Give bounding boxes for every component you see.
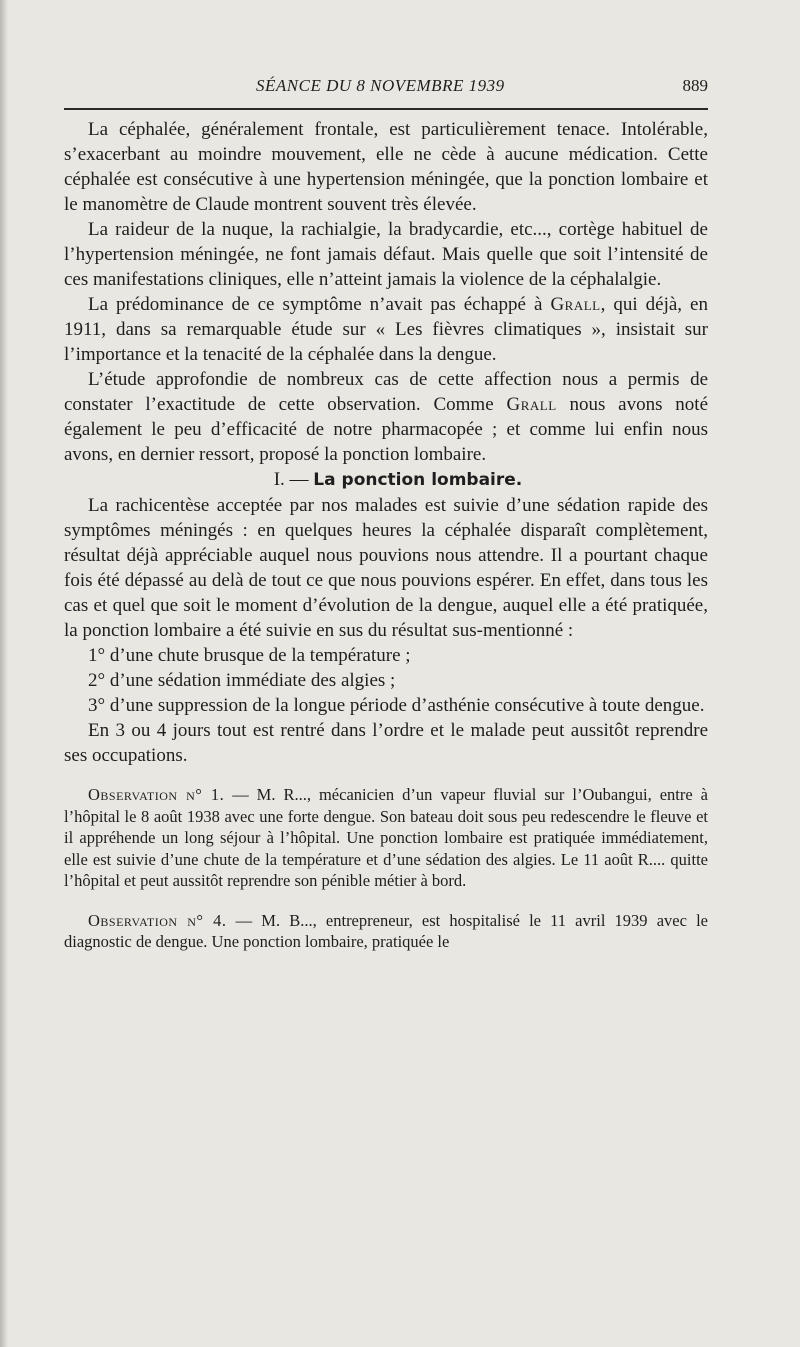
paragraph: La rachicentèse acceptée par nos malades est suivie d’une sédation rapide des symptômes méningés : en quelques heures la céphalée disparaît complètement, résultat déjà appréciable auquel nous pouvions nous attendre. Il a pourtant chaque fois été dépassé au delà de tout ce que nous pouvions espérer. En effet, dans tous les cas et quel que soit le moment d’évolution de la dengue, auquel elle a été pratiquée, la ponction lombaire a été suivie en sus du résultat sus-mentionné : <box>64 495 708 641</box>
author-name: Grall <box>550 294 601 315</box>
author-name: Grall <box>506 394 557 415</box>
running-head: SÉANCE DU 8 NOVEMBRE 1939 <box>256 76 505 95</box>
observation <box>64 784 708 892</box>
paragraph <box>64 367 708 467</box>
observation-label: Observation n° 1. <box>88 785 225 804</box>
page-header <box>64 76 708 104</box>
section-number: I. — <box>273 469 314 490</box>
text-run: , qui déjà, en 1911, dans sa remarquable étude sur « Les fièvres climatiques », insistait sur l’importance et la tenacité de la céphalée dans la dengue. <box>64 294 708 365</box>
paragraph: La raideur de la nuque, la rachialgie, la bradycardie, etc..., cortège habituel de l’hypertension méningée, ne font jamais défaut. Mais quelle que soit l’intensité de ces manifestations cliniques, elle n’atteint jamais la violence de la céphalalgie. <box>64 219 708 290</box>
list-item: 3° d’une suppression de la longue période d’asthénie consécutive à toute dengue. <box>88 695 705 716</box>
text-run: La prédominance de ce symptôme n’avait pas échappé à <box>88 294 551 315</box>
observation-label: Observation n° 4. <box>88 910 227 930</box>
page-edge-shadow <box>0 0 8 1347</box>
section-heading <box>64 467 708 493</box>
paragraph: La céphalée, généralement frontale, est particulièrement tenace. Intolérable, s’exacerbant au moindre mouvement, elle ne cède à aucune médication. Cette céphalée est consécutive à une hypertension méningée, que la ponction lombaire et le manomètre de Claude montrent souvent très élevée. <box>64 119 708 215</box>
header-rule <box>64 108 708 110</box>
section-title: La ponction lombaire. <box>313 470 523 490</box>
page-number: 889 <box>682 76 708 95</box>
list-item: 1° d’une chute brusque de la température ; <box>88 645 411 666</box>
observation-text: — M. R..., mécanicien d’un vapeur fluvial sur l’Oubangui, entre à l’hôpital le 8 août 1938 avec une forte dengue. Son bateau doit sous peu redescendre le fleuve et il appréhende un long séjour à l’hôpital. Une ponction lombaire est pratiquée immédiatement, elle est suivie d’une chute de la température et d’une sédation des algies. Le 11 août R.... quitte l’hôpital et peut aussitôt reprendre son pénible métier à bord. <box>64 785 708 890</box>
list-item: 2° d’une sédation immédiate des algies ; <box>88 670 396 691</box>
page-body <box>64 117 708 953</box>
text-run: L’étude approfondie de nombreux cas de cette affection nous a permis de constater l’exactitude de cette observation. Comme <box>64 369 708 415</box>
observation <box>64 910 708 953</box>
text-run: nous avons noté également le peu d’efficacité de notre pharmacopée ; et comme lui enfin nous avons, en dernier ressort, proposé la ponction lombaire. <box>64 394 709 465</box>
paragraph <box>64 292 708 367</box>
observation-text: — M. B..., entrepreneur, est hospitalisé le 11 avril 1939 avec le diagnostic de dengue. Une ponction lombaire, pratiquée le <box>64 910 708 951</box>
paragraph: En 3 ou 4 jours tout est rentré dans l’ordre et le malade peut aussitôt reprendre ses occupations. <box>64 720 708 766</box>
